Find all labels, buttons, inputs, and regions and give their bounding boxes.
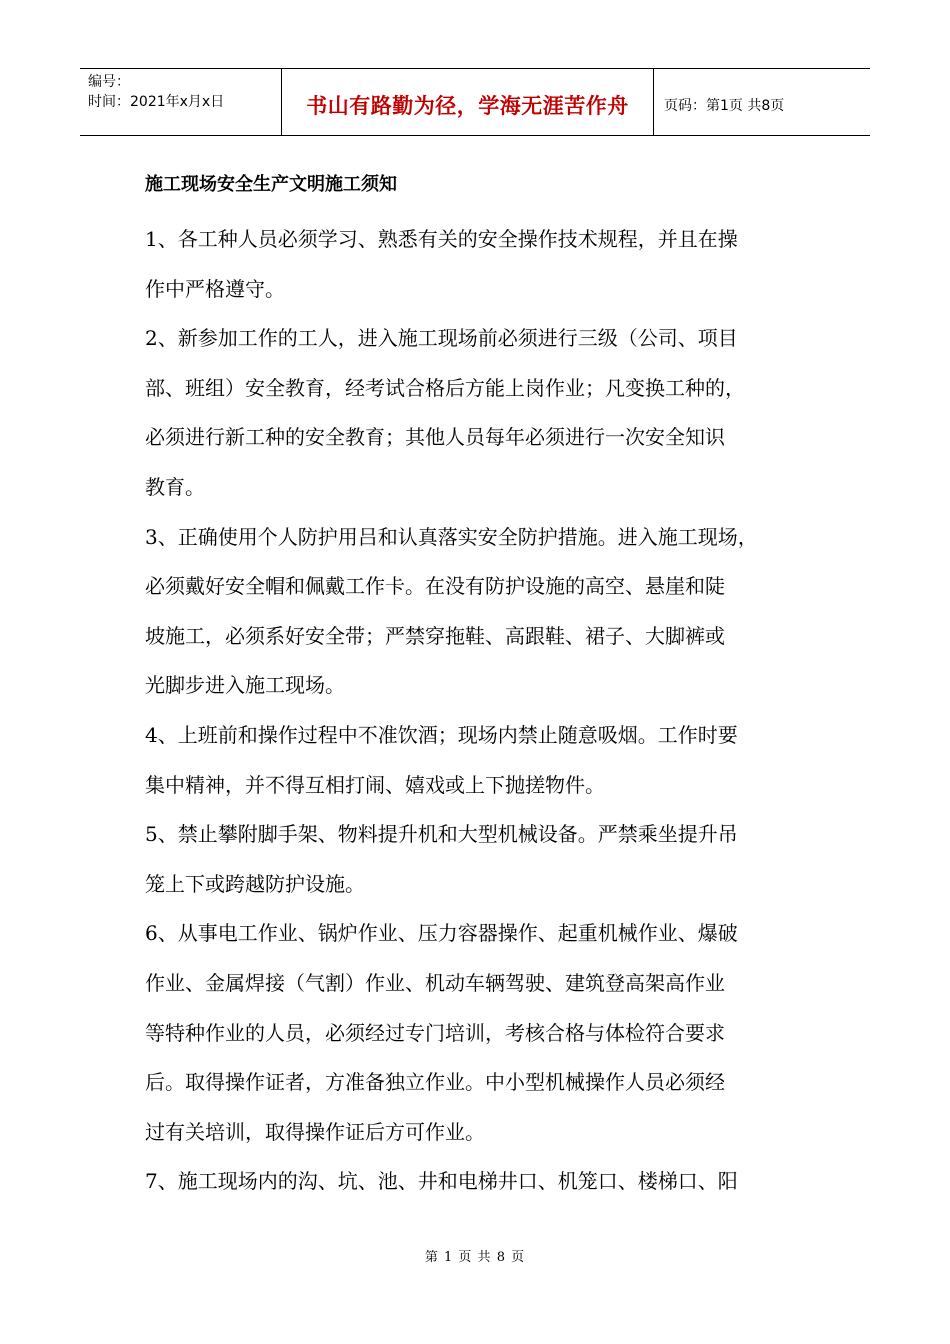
text-line: 部、班组）安全教育，经考试合格后方能上岗作业；凡变换工种的， [145, 375, 745, 400]
text-line: 4、上班前和操作过程中不准饮酒；现场内禁止随意吸烟。工作时要 [145, 722, 738, 747]
text-line: 3、正确使用个人防护用吕和认真落实安全防护措施。进入施工现场， [145, 524, 758, 549]
text-line: 作中严格遵守。 [145, 276, 285, 301]
document-body [145, 170, 835, 1207]
page-header [80, 68, 870, 136]
header-motto: 书山有路勤为径，学海无涯苦作舟 [282, 69, 654, 135]
header-meta [80, 69, 282, 135]
text-line: 7、施工现场内的沟、坑、池、井和电梯井口、机笼口、楼梯口、阳 [145, 1169, 738, 1194]
text-line: 教育。 [145, 474, 205, 499]
text-line: 必须戴好安全帽和佩戴工作卡。在没有防护设施的高空、悬崖和陡 [145, 574, 725, 599]
text-line: 集中精神，并不得互相打闹、嬉戏或上下抛搓物件。 [145, 772, 605, 797]
document-number-label: 编号： [88, 74, 130, 90]
document-date: 时间：2021年x月x日 [88, 94, 225, 110]
text-line: 笼上下或跨越防护设施。 [145, 871, 365, 896]
document-title: 施工现场安全生产文明施工须知 [145, 174, 397, 195]
page-footer: 第 1 页 共 8 页 [424, 1250, 526, 1265]
text-line: 6、从事电工作业、锅炉作业、压力容器操作、起重机械作业、爆破 [145, 921, 738, 946]
text-line: 作业、金属焊接（气割）作业、机动车辆驾驶、建筑登高架高作业 [145, 970, 725, 995]
text-line: 5、禁止攀附脚手架、物料提升机和大型机械设备。严禁乘坐提升吊 [145, 822, 738, 847]
text-line: 等特种作业的人员，必须经过专门培训，考核合格与体检符合要求 [145, 1020, 725, 1045]
header-page-info: 页码：第1页 共8页 [664, 98, 785, 114]
text-line: 坡施工，必须系好安全带；严禁穿拖鞋、高跟鞋、裙子、大脚裤或 [145, 623, 725, 648]
text-line: 2、新参加工作的工人，进入施工现场前必须进行三级（公司、项目 [145, 326, 738, 351]
text-line: 光脚步进入施工现场。 [145, 673, 345, 698]
text-line: 1、各工种人员必须学习、熟悉有关的安全操作技术规程，并且在操 [145, 227, 738, 251]
text-line: 必须进行新工种的安全教育；其他人员每年必须进行一次安全知识 [145, 425, 725, 450]
text-line: 过有关培训，取得操作证后方可作业。 [145, 1119, 485, 1144]
text-line: 后。取得操作证者，方准备独立作业。中小型机械操作人员必须经 [145, 1070, 725, 1095]
